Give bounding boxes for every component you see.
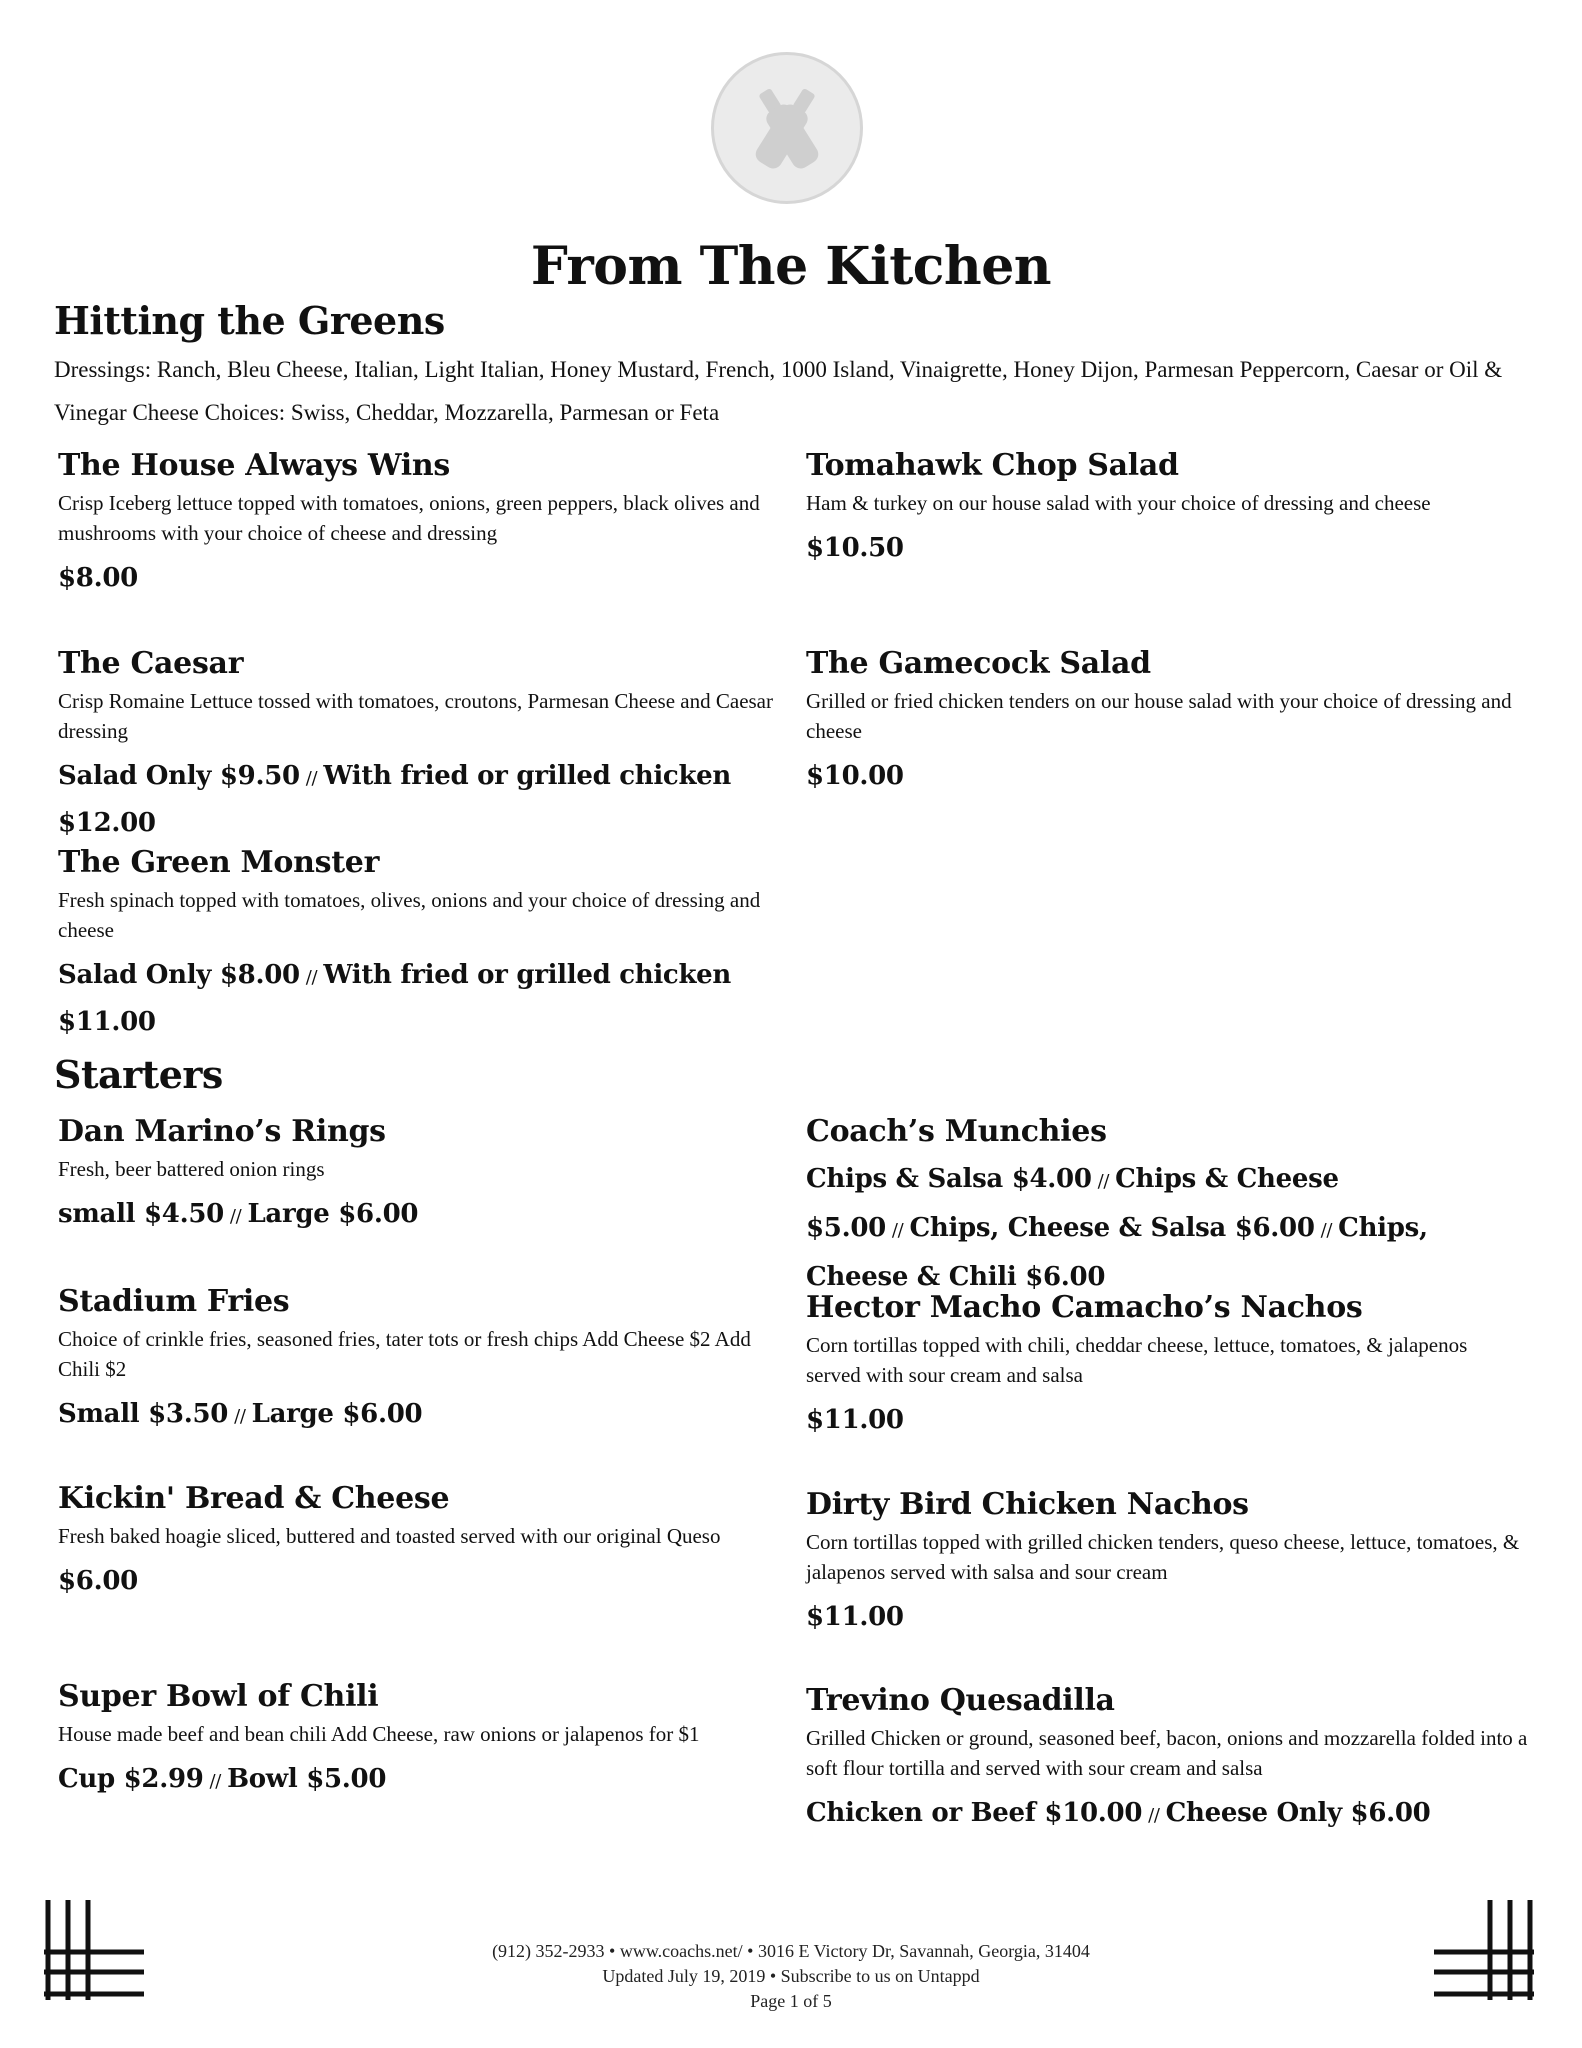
item-description: Crisp Romaine Lettuce tossed with tomatoes, croutons, Parmesan Cheese and Caesar dressing (58, 689, 773, 743)
price-separator: // (305, 768, 318, 789)
price-option: Chips, Cheese & Salsa $6.00 (909, 1213, 1315, 1243)
item-name: The Gamecock Salad (806, 646, 1151, 681)
price-option: Bowl $5.00 (227, 1764, 387, 1794)
item-price (58, 754, 798, 845)
price-option: Chicken or Beef $10.00 (806, 1798, 1143, 1828)
item-name: Dan Marino’s Rings (58, 1114, 386, 1149)
menu-item (58, 1282, 778, 1439)
price-option: With fried or grilled chicken $12.00 (58, 761, 732, 838)
price-option: $6.00 (58, 1566, 138, 1596)
price-option: Chips & Cheese $5.00 (806, 1164, 1339, 1243)
menu-item (806, 644, 1526, 798)
menu-item (806, 1288, 1526, 1442)
price-separator: // (234, 1406, 246, 1427)
item-price (58, 953, 798, 1044)
price-separator: // (891, 1220, 904, 1241)
item-price (806, 526, 1526, 570)
menu-item (806, 1485, 1526, 1639)
item-name: The Green Monster (58, 845, 380, 880)
menu-item (58, 1677, 778, 1804)
price-option: Small $3.50 (58, 1399, 229, 1429)
menu-item (806, 446, 1526, 570)
menu-item (58, 1112, 778, 1239)
item-name: Kickin' Bread & Cheese (58, 1481, 450, 1516)
item-name: The House Always Wins (58, 448, 450, 483)
price-option: Chips & Salsa $4.00 (806, 1164, 1092, 1194)
crossed-bottles-icon (711, 52, 863, 204)
price-option: Cheese Only $6.00 (1165, 1798, 1431, 1828)
price-separator: // (1097, 1171, 1110, 1192)
item-description: Fresh baked hoagie sliced, buttered and toasted served with our original Queso (58, 1524, 721, 1548)
dressing-note: Dressings: Ranch, Bleu Cheese, Italian, Light Italian, Honey Mustard, French, 1000 Island, Vinaigrette, Honey Dijon, Parmesan Peppercorn, Caesar or Oil & Vinegar Cheese Choices: Swiss, Cheddar, Mozzarella, Parmesan or Feta (54, 357, 1503, 425)
price-option: With fried or grilled chicken $11.00 (58, 960, 732, 1037)
menu-item (58, 1479, 778, 1603)
item-name: Hector Macho Camacho’s Nachos (806, 1290, 1363, 1325)
price-option: Salad Only $9.50 (58, 761, 300, 791)
item-price (58, 556, 778, 600)
price-option: small $4.50 (58, 1199, 224, 1229)
item-price (58, 1392, 778, 1439)
item-description: Corn tortillas topped with grilled chicken tenders, queso cheese, lettuce, tomatoes, & jalapenos served with salsa and sour cream (806, 1530, 1520, 1584)
item-name: Tomahawk Chop Salad (806, 448, 1179, 483)
item-description: Corn tortillas topped with chili, cheddar cheese, lettuce, tomatoes, & jalapenos served with sour cream and salsa (806, 1333, 1468, 1387)
page-title: From The Kitchen (530, 236, 1052, 297)
menu-item (806, 1681, 1546, 1838)
price-separator: // (1148, 1805, 1160, 1826)
menu-item (58, 446, 778, 600)
item-name: Coach’s Munchies (806, 1114, 1107, 1149)
item-name: The Caesar (58, 646, 244, 681)
price-option: $11.00 (806, 1602, 904, 1632)
section-title-greens: Hitting the Greens (54, 298, 445, 343)
price-separator: // (229, 1206, 242, 1227)
price-option: $10.00 (806, 761, 904, 791)
price-option: $8.00 (58, 563, 138, 593)
item-price (806, 1398, 1526, 1442)
price-option: Cup $2.99 (58, 1764, 204, 1794)
footer-updated: Updated July 19, 2019 • Subscribe to us on Untappd (602, 1966, 980, 1986)
item-price (58, 1192, 778, 1239)
item-price (806, 1156, 1526, 1300)
item-price (806, 754, 1526, 798)
price-separator: // (305, 967, 318, 988)
menu-item (58, 644, 798, 845)
item-description: Choice of crinkle fries, seasoned fries, tater tots or fresh chips Add Cheese $2 Add Chili $2 (58, 1327, 751, 1381)
price-separator: // (1320, 1220, 1333, 1241)
price-option: $11.00 (806, 1405, 904, 1435)
price-separator: // (209, 1771, 222, 1792)
item-description: Grilled or fried chicken tenders on our house salad with your choice of dressing and cheese (806, 689, 1512, 743)
price-option: Salad Only $8.00 (58, 960, 300, 990)
item-price (58, 1757, 778, 1804)
footer-page-number: Page 1 of 5 (750, 1991, 832, 2011)
item-description: Crisp Iceberg lettuce topped with tomatoes, onions, green peppers, black olives and mushrooms with your choice of cheese and dressing (58, 491, 760, 545)
item-name: Super Bowl of Chili (58, 1679, 379, 1714)
item-price (806, 1791, 1546, 1838)
menu-item (58, 843, 798, 1044)
price-option: Chips, Cheese & Chili $6.00 (806, 1213, 1428, 1292)
section-title-starters: Starters (54, 1052, 223, 1097)
item-description: Fresh spinach topped with tomatoes, olives, onions and your choice of dressing and cheese (58, 888, 761, 942)
price-option: $10.50 (806, 533, 904, 563)
item-price (806, 1595, 1526, 1639)
price-option: Large $6.00 (247, 1199, 419, 1229)
item-name: Dirty Bird Chicken Nachos (806, 1487, 1249, 1522)
menu-item (806, 1112, 1526, 1300)
price-option: Large $6.00 (251, 1399, 423, 1429)
item-description: House made beef and bean chili Add Cheese, raw onions or jalapenos for $1 (58, 1722, 700, 1746)
item-description: Fresh, beer battered onion rings (58, 1157, 325, 1181)
item-description: Grilled Chicken or ground, seasoned beef, bacon, onions and mozzarella folded into a soft flour tortilla and served with sour cream and salsa (806, 1726, 1528, 1780)
item-name: Stadium Fries (58, 1284, 290, 1319)
item-description: Ham & turkey on our house salad with your choice of dressing and cheese (806, 491, 1431, 515)
item-name: Trevino Quesadilla (806, 1683, 1115, 1718)
item-price (58, 1559, 778, 1603)
footer-contact: (912) 352-2933 • www.coachs.net/ • 3016 E Victory Dr, Savannah, Georgia, 31404 (492, 1941, 1090, 1961)
